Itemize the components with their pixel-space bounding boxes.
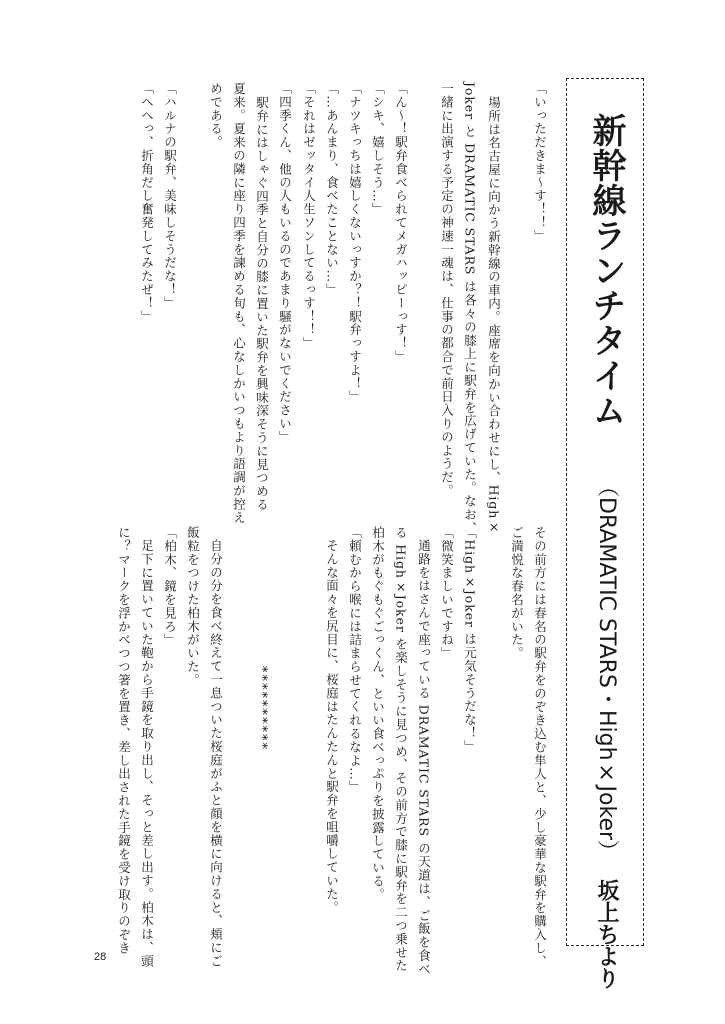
lower-line-8: 柏木がもぐもぐごっくん、といい食べっぷりを披露している。 bbox=[370, 526, 386, 902]
upper-line-1: 「いっただきま〜す！！」 bbox=[532, 82, 548, 243]
lower-line-6: 通路をはさんで座っている DRAMATIC STARS の天道は、ご飯を食べ bbox=[416, 539, 432, 976]
upper-line-15: めである。 bbox=[208, 82, 224, 149]
lower-line-9: 「頼むから喉には詰まらせてくれるなよ…」 bbox=[347, 526, 363, 794]
upper-line-18: 「へへっ、折角だし奮発してみたぜ！」 bbox=[139, 82, 155, 324]
lower-line-13: 自分の分を食べ終えて一息ついた桜庭がふと顔を横に向けると、頬にご bbox=[208, 539, 224, 968]
lower-line-7: る High×Joker を楽しそうに見つめ、その前方で膝に駅弁を二つ乗せた bbox=[393, 526, 409, 973]
story-subtitle: （DRAMATIC STARS・High×Joker） bbox=[594, 475, 619, 863]
upper-line-7: 「ん〜！駅弁食べられてメガハッピーっす！」 bbox=[393, 82, 409, 364]
upper-line-17: 「ハルナの駅弁、美味しそうだな！」 bbox=[162, 82, 178, 310]
upper-line-10: 「…あんまり、食べたことない…」 bbox=[324, 82, 340, 297]
lower-line-17: に？マークを浮かべつつ箸を置き、差し出された手鏡を受け取りのぞき bbox=[116, 526, 132, 955]
upper-line-4: Joker と DRAMATIC STARS は各々の膝上に駅弁を広げていた。なお、 bbox=[462, 82, 478, 535]
upper-line-5: 一緒に出演する予定の神速一魂は、仕事の都合で前日入りのようだ。 bbox=[439, 82, 455, 498]
lower-line-16: 足下に置いていた鞄から手鏡を取り出し、そっと差し出す。柏木は、頭 bbox=[139, 539, 155, 968]
scene-separator: ********** bbox=[254, 666, 269, 751]
story-title: 新幹線ランチタイム bbox=[586, 113, 626, 428]
upper-line-11: 「それはゼッタイ人生ソンしてるっす！！」 bbox=[301, 82, 317, 350]
lower-line-15: 「柏木、鏡を見ろ」 bbox=[162, 526, 178, 647]
lower-line-2: ご満悦な春名がいた。 bbox=[509, 526, 525, 660]
lower-line-5: 「微笑ましいですね」 bbox=[439, 526, 455, 660]
lower-line-4: 「High×Joker は元気そうだな！」 bbox=[462, 526, 478, 754]
title-box bbox=[566, 78, 644, 989]
upper-line-3: 場所は名古屋に向かう新幹線の車内。座席を向かい合わせにし、High× bbox=[486, 96, 502, 536]
page-number: 28 bbox=[94, 951, 107, 963]
lower-line-14: 飯粒をつけた柏木がいた。 bbox=[185, 526, 201, 687]
upper-line-13: 駅弁にはしゃぐ四季と自分の膝に置いた駅弁を興味深そうに見つめる bbox=[254, 96, 270, 512]
upper-line-9: 「ナツキっちは嬉しくないっすか？！駅弁っすよ！」 bbox=[347, 82, 363, 404]
upper-line-12: 「四季くん、他の人もいるのであまり騒がないでください」 bbox=[277, 82, 293, 444]
lower-line-1: その前方には春名の駅弁をのぞき込む隼人と、少し豪華な駅弁を購入し、 bbox=[532, 526, 548, 969]
upper-line-8: 「シキ、嬉しそう…」 bbox=[370, 82, 386, 216]
upper-line-14: 夏来。夏来の隣に座り四季を諫める旬も、心なしかいつもより語調が控え bbox=[231, 82, 247, 525]
author-name: 坂上ちより bbox=[594, 879, 619, 989]
lower-line-10: そんな面々を尻目に、桜庭はたんたんと駅弁を咀嚼していた。 bbox=[324, 539, 340, 915]
